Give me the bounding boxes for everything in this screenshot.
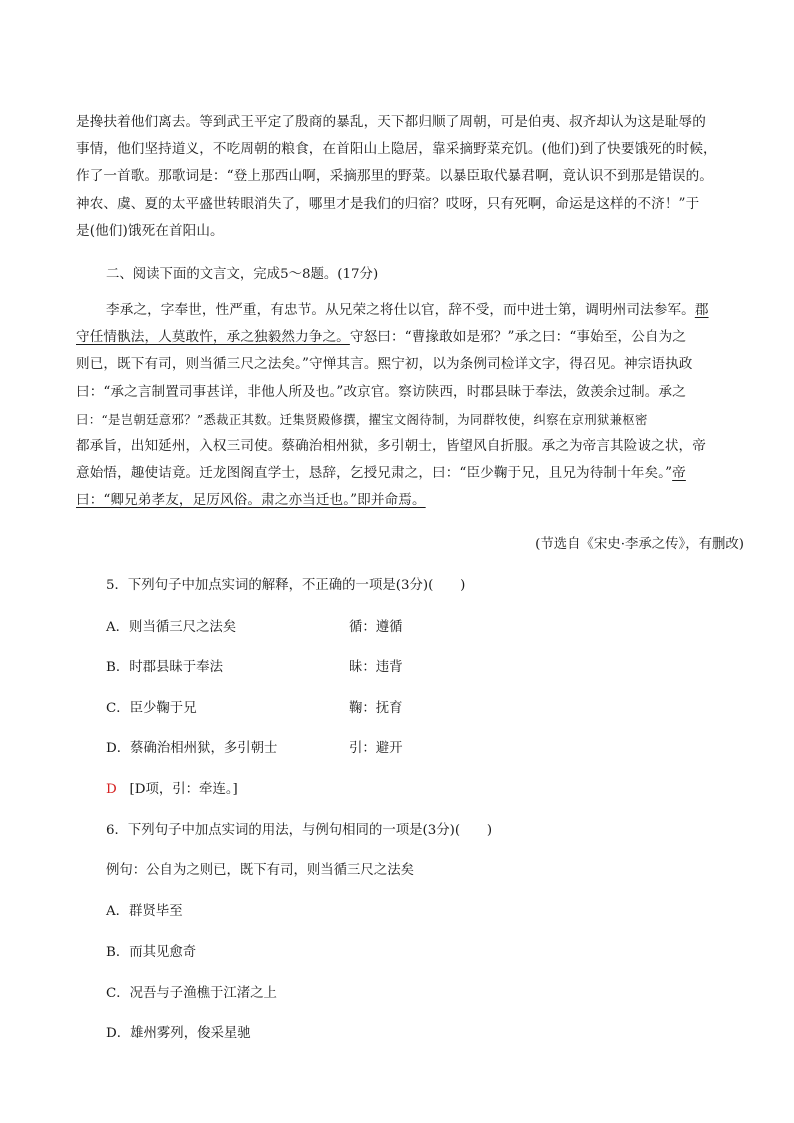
passage-source: (节选自《宋史·李承之传》，有删改) <box>535 537 744 552</box>
translation-paragraph <box>76 109 720 245</box>
question-5-stem: 5．下列句子中加点实词的解释，不正确的一项是(3分)( ) <box>106 578 466 593</box>
translation-line: 是(他们)饿死在首阳山。 <box>76 222 224 239</box>
passage-line: 曰：“承之言制置司事甚详，非他人所及也。”改京官。察访陕西，时郡县昧于奉法，敛羡余过制。承之 <box>76 383 686 400</box>
q5-option-b: B．时郡县昧于奉法 <box>106 660 223 675</box>
section-title: 二、阅读下面的文言文，完成5～8题。(17分) <box>106 267 379 282</box>
classical-passage <box>76 297 720 515</box>
translation-line: 事情，他们坚持道义，不吃周朝的粮食，在首阳山上隐居，靠采摘野菜充饥。(他们)到了快要饿死的时候， <box>76 141 717 158</box>
translation-line: 作了一首歌。那歌词是：“登上那西山啊，采摘那里的野菜。以暴臣取代暴君啊，竟认识不到那是错误的。 <box>76 168 713 185</box>
q6-option-a: A．群贤毕至 <box>106 904 183 919</box>
translation-line: 神农、虞、夏的太平盛世转眼消失了，哪里才是我们的归宿？哎呀，只有死啊，命运是这样的不济！”于 <box>76 195 700 212</box>
underlined-sentence-2: 帝 <box>672 465 686 482</box>
q5-option-c: C．臣少鞠于兄 <box>106 701 197 716</box>
passage-line: 则已，既下有司，则当循三尺之法矣。”守惮其言。熙宁初，以为条例司检详文字，得召见。神宗语执政 <box>76 356 693 373</box>
q5-option-b-gloss: 昧：违背 <box>349 660 403 675</box>
underlined-sentence-1: 守任情骫法，人莫敢忤，承之独毅然力争之。 <box>76 329 350 346</box>
q6-example: 例句：公自为之则已，既下有司，则当循三尺之法矣 <box>106 863 414 878</box>
q6-option-c: C．况吾与子渔樵于江渚之上 <box>106 986 277 1001</box>
passage-line: 都承旨，出知延州，入权三司使。蔡确治相州狱，多引朝士，皆望风自折服。承之为帝言其险诐之状，帝 <box>76 438 706 455</box>
q5-option-c-gloss: 鞠：抚育 <box>349 701 403 716</box>
passage-line: 李承之，字奉世，性严重，有忠节。从兄荣之将仕以官，辞不受，而中进士第，调明州司法参军。郡 <box>106 302 709 318</box>
q5-option-a: A．则当循三尺之法矣 <box>106 620 237 635</box>
passage-line: 守任情骫法，人莫敢忤，承之独毅然力争之。守怒曰：“曹掾敢如是邪？”承之曰：“事始至，公自为之 <box>76 329 686 346</box>
passage-line <box>76 487 720 514</box>
q5-option-a-gloss: 循：遵循 <box>349 620 403 635</box>
q5-option-d-gloss: 引：避开 <box>349 741 403 756</box>
q5-answer <box>106 778 238 797</box>
passage-line: 意始悟，趣使诘竟。迁龙图阁直学士，恳辞，乞授兄肃之，曰：“臣少鞠于兄，且兄为待制十年矣。”帝 <box>76 465 686 482</box>
q6-option-d: D．雄州雾列，俊采星驰 <box>106 1026 251 1041</box>
question-6-stem: 6．下列句子中加点实词的用法，与例句相同的一项是(3分)( ) <box>106 823 493 838</box>
q6-option-b: B．而其见愈奇 <box>106 945 197 960</box>
answer-letter: D <box>106 782 117 797</box>
answer-explanation: [D项，引：牵连。] <box>129 782 238 797</box>
passage-line: 曰：“是岂朝廷意邪？”悉裁正其数。迁集贤殿修撰，擢宝文阁待制，为同群牧使，纠察在京刑狱兼枢密 <box>76 411 648 427</box>
translation-line: 是搀扶着他们离去。等到武王平定了殷商的暴乱，天下都归顺了周朝，可是伯夷、叔齐却认为这是耻辱的 <box>76 114 706 130</box>
q5-option-d: D．蔡确治相州狱，多引朝士 <box>106 741 278 756</box>
underlined-sentence-1: 郡 <box>694 302 709 318</box>
underlined-sentence-2: 曰：“卿兄弟孝友，足厉风俗。肃之亦当迁也。”即并命焉。 <box>76 492 426 509</box>
